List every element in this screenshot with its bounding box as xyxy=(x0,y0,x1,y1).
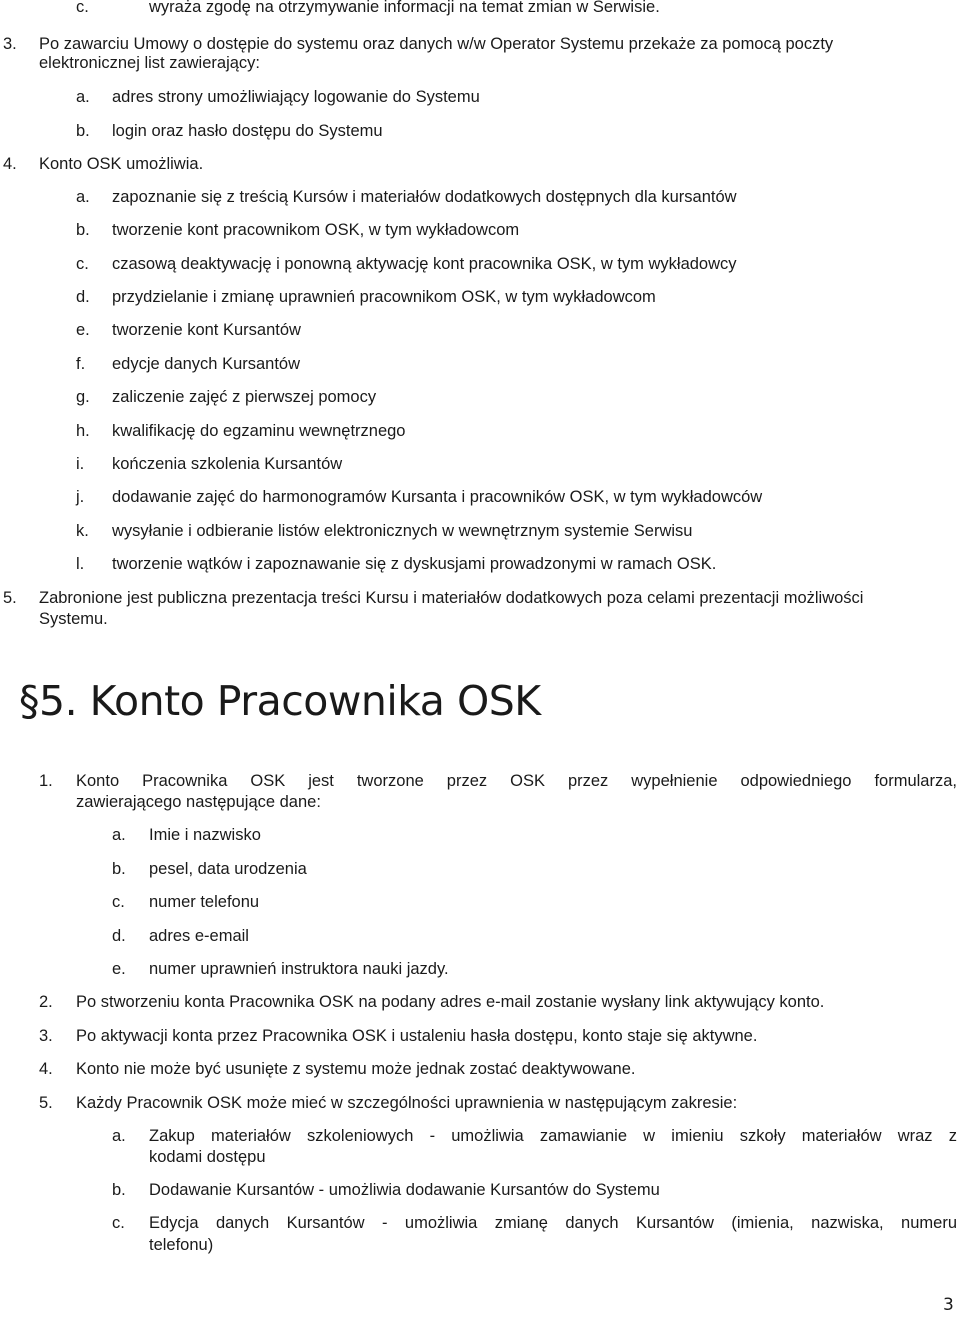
list-item-text: Po aktywacji konta przez Pracownika OSK i ustaleniu hasła dostępu, konto staje się aktywne. xyxy=(76,1027,758,1045)
list-item-text: Każdy Pracownik OSK może mieć w szczególności uprawnienia w następującym zakresie: xyxy=(76,1094,738,1112)
list-marker: 1. xyxy=(39,772,53,790)
page-number: 3 xyxy=(943,1295,954,1315)
sublist-marker: a. xyxy=(112,826,126,844)
list-item-text: Konto OSK umożliwia. xyxy=(39,155,204,173)
sublist-item-text: wysyłanie i odbieranie listów elektronicznych w wewnętrznym systemie Serwisu xyxy=(112,522,693,540)
sublist-marker: c. xyxy=(76,255,89,273)
sublist-item-text: czasową deaktywację i ponowną aktywację kont pracownika OSK, w tym wykładowcy xyxy=(112,255,737,273)
list-item-text-cont: Systemu. xyxy=(39,610,108,628)
list-marker: 5. xyxy=(3,589,17,607)
list-marker: 4. xyxy=(3,155,17,173)
sublist-item-text: dodawanie zajęć do harmonogramów Kursanta i pracowników OSK, w tym wykładowców xyxy=(112,488,763,506)
sublist-marker: b. xyxy=(76,221,90,239)
sublist-marker: f. xyxy=(76,355,86,373)
sublist-item-text: tworzenie kont Kursantów xyxy=(112,321,301,339)
list-item-text: Konto Pracownika OSK jest tworzone przez OSK przez wypełnienie odpowiedniego formularza, xyxy=(76,772,957,790)
sublist-marker: e. xyxy=(112,960,126,978)
list-item-text: Po zawarciu Umowy o dostępie do systemu oraz danych w/w Operator Systemu przekaże za pomocą poczty xyxy=(39,35,834,53)
sublist-marker: l. xyxy=(76,555,85,573)
sublist-marker: a. xyxy=(112,1127,126,1145)
sublist-marker: g. xyxy=(76,388,90,406)
list-marker: c. xyxy=(76,0,89,16)
list-item-text-cont: elektronicznej list zawierający: xyxy=(39,54,261,72)
sublist-item-text: Edycja danych Kursantów - umożliwia zmianę danych Kursantów (imienia, nazwiska, numeru xyxy=(149,1214,957,1232)
sublist-item-text: numer uprawnień instruktora nauki jazdy. xyxy=(149,960,449,978)
sublist-item-text: zaliczenie zajęć z pierwszej pomocy xyxy=(112,388,377,406)
sublist-item-text: Imie i nazwisko xyxy=(149,826,261,844)
sublist-item-text-cont: kodami dostępu xyxy=(149,1148,266,1166)
sublist-item-text: tworzenie kont pracownikom OSK, w tym wykładowcom xyxy=(112,221,520,239)
sublist-marker: d. xyxy=(76,288,90,306)
list-marker: 3. xyxy=(3,35,17,53)
sublist-item-text: adres strony umożliwiający logowanie do Systemu xyxy=(112,88,480,106)
sublist-item-text: pesel, data urodzenia xyxy=(149,860,307,878)
sublist-item-text: edycje danych Kursantów xyxy=(112,355,301,373)
section-heading: §5. Konto Pracownika OSK xyxy=(19,677,541,725)
sublist-item-text: zapoznanie się z treścią Kursów i materiałów dodatkowych dostępnych dla kursantów xyxy=(112,188,737,206)
list-item-text: Zabronione jest publiczna prezentacja treści Kursu i materiałów dodatkowych poza celami prezentacji możliwości xyxy=(39,589,864,607)
sublist-marker: h. xyxy=(76,422,90,440)
list-item-text-cont: zawierającego następujące dane: xyxy=(76,793,321,811)
list-marker: 4. xyxy=(39,1060,53,1078)
sublist-marker: j. xyxy=(76,488,85,506)
sublist-item-text: adres e-email xyxy=(149,927,249,945)
list-marker: 5. xyxy=(39,1094,53,1112)
list-item-text: Po stworzeniu konta Pracownika OSK na podany adres e-mail zostanie wysłany link aktywujący konto. xyxy=(76,993,825,1011)
sublist-marker: a. xyxy=(76,88,90,106)
sublist-item-text: przydzielanie i zmianę uprawnień pracownikom OSK, w tym wykładowcom xyxy=(112,288,656,306)
sublist-item-text: Zakup materiałów szkoleniowych - umożliwia zamawianie w imieniu szkoły materiałów wraz z xyxy=(149,1127,957,1145)
sublist-marker: d. xyxy=(112,927,126,945)
sublist-marker: c. xyxy=(112,893,125,911)
sublist-marker: b. xyxy=(112,1181,126,1199)
sublist-item-text: numer telefonu xyxy=(149,893,260,911)
sublist-item-text: tworzenie wątków i zapoznawanie się z dyskusjami prowadzonymi w ramach OSK. xyxy=(112,555,717,573)
sublist-marker: a. xyxy=(76,188,90,206)
list-item-text: Konto nie może być usunięte z systemu może jednak zostać deaktywowane. xyxy=(76,1060,636,1078)
sublist-item-text-cont: telefonu) xyxy=(149,1236,214,1254)
sublist-marker: k. xyxy=(76,522,89,540)
sublist-marker: i. xyxy=(76,455,85,473)
sublist-item-text: kwalifikację do egzaminu wewnętrznego xyxy=(112,422,406,440)
sublist-marker: b. xyxy=(112,860,126,878)
sublist-item-text: Dodawanie Kursantów - umożliwia dodawanie Kursantów do Systemu xyxy=(149,1181,660,1199)
sublist-marker: b. xyxy=(76,122,90,140)
sublist-marker: c. xyxy=(112,1214,125,1232)
sublist-item-text: kończenia szkolenia Kursantów xyxy=(112,455,343,473)
list-marker: 2. xyxy=(39,993,53,1011)
list-marker: 3. xyxy=(39,1027,53,1045)
sublist-marker: e. xyxy=(76,321,90,339)
sublist-item-text: login oraz hasło dostępu do Systemu xyxy=(112,122,383,140)
list-item-text: wyraża zgodę na otrzymywanie informacji na temat zmian w Serwisie. xyxy=(149,0,660,16)
